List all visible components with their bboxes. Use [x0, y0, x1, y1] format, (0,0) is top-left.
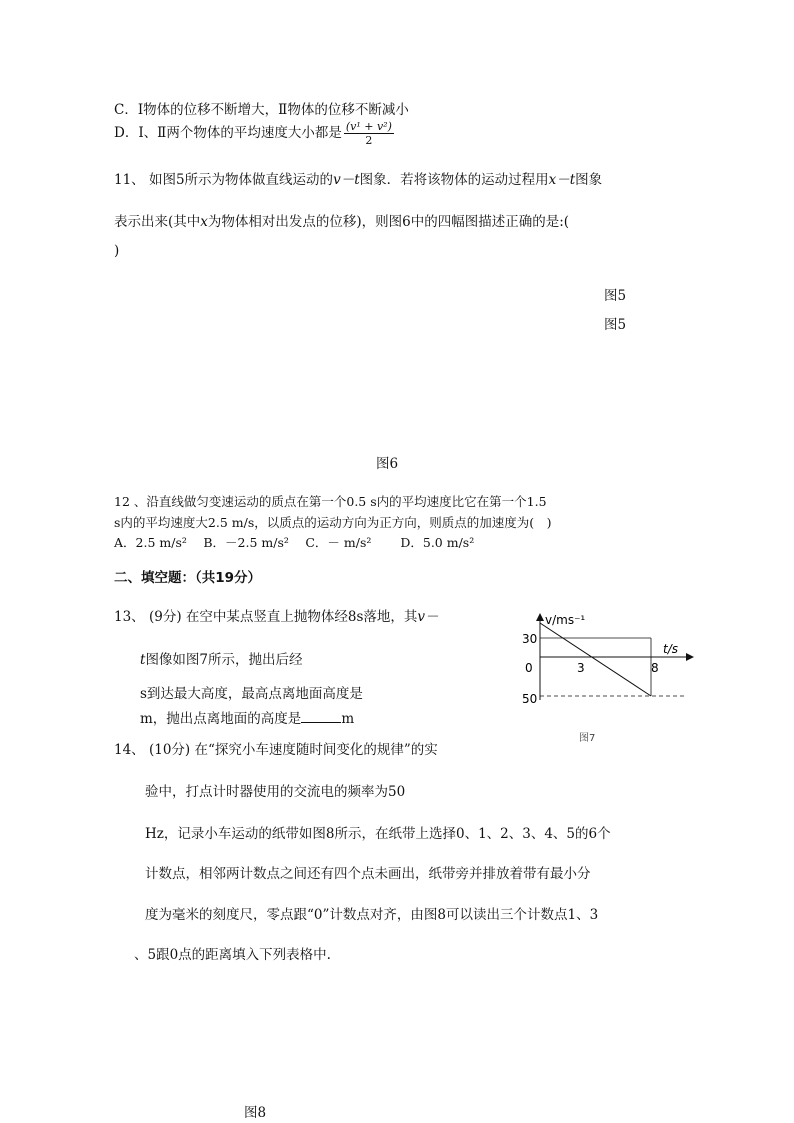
q13-text-4: m，抛出点离地面的高度是: [140, 711, 302, 727]
q12-line-2: s内的平均速度大2.5 m/s，以质点的运动方向为正方向，则质点的加速度为( ): [114, 515, 552, 530]
fig7-tick-50: 50: [522, 692, 538, 706]
fraction-denominator: 2: [365, 134, 373, 147]
q11-text-3: 图象: [575, 172, 603, 188]
q11-line-1: [114, 168, 602, 188]
fig7-vt-graph: [505, 608, 705, 743]
q13-line-4: [140, 707, 354, 727]
q14-line-5: 度为毫米的刻度尺，零点跟“0”计数点对齐，由图8可以读出三个计数点1、3: [145, 907, 599, 923]
q11-text-4: 表示出来(其中: [114, 214, 201, 230]
q11-text-1: 11、 如图5所示为物体做直线运动的: [114, 172, 334, 188]
q11-var-vt: v－t: [333, 172, 360, 188]
q14-line-4: 计数点，相邻两计数点之间还有四个点未画出，纸带旁并排放着带有最小分: [145, 866, 591, 882]
q11-text-2: 图象．若将该物体的运动过程用: [359, 172, 549, 188]
fig7-tick-0: 0: [525, 661, 533, 675]
q13-text-2: 图像如图7所示，抛出后经: [145, 652, 303, 668]
q13-text-1: 13、 (9分) 在空中某点竖直上抛物体经8s落地，其: [114, 609, 418, 625]
q14-line-2: 验中，打点计时器使用的交流电的频率为50: [145, 784, 406, 800]
fig5-label: 图5: [604, 288, 627, 304]
q13-var-v: v－: [417, 609, 439, 625]
q10-option-d: [114, 121, 394, 146]
q13-line-1: [114, 605, 439, 625]
q11-var-xt: x－t: [548, 172, 576, 188]
q13-var-t: t: [140, 652, 146, 668]
section-2-title: 二、填空题：（共19分）: [114, 570, 262, 586]
q12-line-1: 12 、沿直线做匀变速运动的质点在第一个0.5 s内的平均速度比它在第一个1.5: [114, 494, 547, 509]
q10-option-d-text: D．Ⅰ、Ⅱ两个物体的平均速度大小都是: [114, 125, 342, 141]
fig7-xlabel: t/s: [663, 642, 678, 656]
q11-line-2: [114, 210, 569, 230]
fig6-label: 图6: [376, 456, 399, 472]
q11-line-3: ): [114, 243, 120, 259]
q13-line-2: [140, 648, 303, 668]
q10-option-c: C．Ⅰ物体的位移不断增大，Ⅱ物体的位移不断减小: [114, 102, 409, 118]
fig7-tick-8: 8: [651, 661, 659, 675]
fig7-tick-30: 30: [522, 632, 538, 646]
fig7-velocity-line: [540, 623, 651, 696]
fig7-tick-3: 3: [577, 661, 585, 675]
fraction-numerator: (v¹ + v²): [345, 120, 392, 133]
q14-line-6: 、5跟0点的距离填入下列表格中.: [134, 947, 331, 963]
q14-line-3: Hz，记录小车运动的纸带如图8所示，在纸带上选择0、1、2、3、4、5的6个: [145, 826, 611, 842]
fig5-label-repeat: 图5: [604, 317, 627, 333]
fig8-label: 图8: [244, 1105, 267, 1121]
q14-line-1: 14、 (10分) 在“探究小车速度随时间变化的规律”的实: [114, 742, 438, 758]
q11-var-x: x: [200, 214, 208, 230]
fig7-caption: 图7: [579, 733, 596, 743]
fig7-ylabel: v/ms⁻¹: [545, 613, 586, 627]
q12-options: A．2.5 m/s² B．－2.5 m/s² C．－ m/s² D．5.0 m/s²: [114, 535, 475, 550]
q13-line-3: s到达最大高度，最高点离地面高度是: [140, 686, 363, 702]
q11-text-5: 为物体相对出发点的位移)，则图6中的四幅图描述正确的是:(: [207, 214, 570, 230]
q13-answer-blank[interactable]: [301, 711, 341, 723]
q10-option-d-fraction: [344, 121, 394, 146]
q13-unit-m: m: [341, 711, 355, 727]
